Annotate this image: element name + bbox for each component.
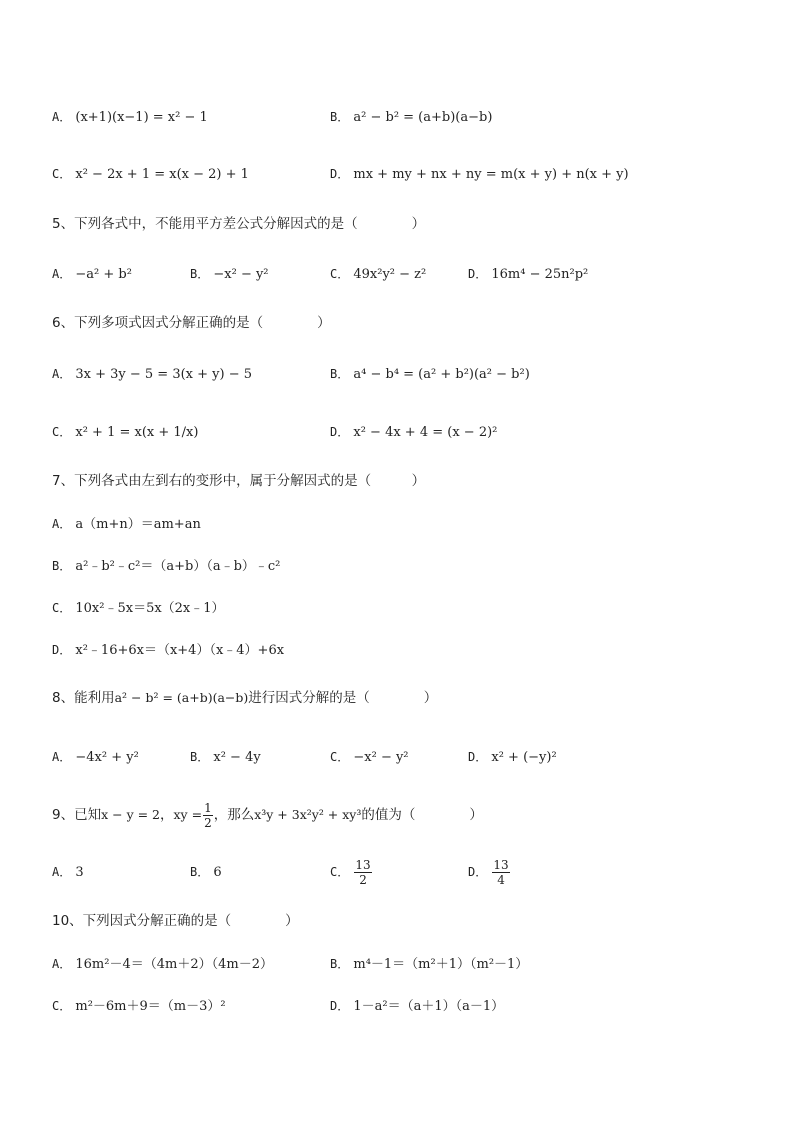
- q8-stem: 8、能利用a² − b² = (a+b)(a−b)进行因式分解的是（ ）: [52, 690, 438, 706]
- q4-option-b-expr: a² − b² = (a+b)(a−b): [353, 110, 493, 125]
- q4-option-b: B． a² − b² = (a+b)(a−b): [330, 110, 493, 125]
- q9-cond1: x − y = 2: [101, 807, 160, 822]
- q9-option-b-expr: 6: [213, 865, 222, 880]
- q5-stem: 5、下列各式中，不能用平方差公式分解因式的是（ ）: [52, 216, 426, 232]
- q9-option-d-fraction: $\frac{13}{4}$: [493, 858, 509, 887]
- q9-stem-expr: x³y + 3x²y² + xy³: [254, 807, 362, 822]
- q5-option-d-expr: 16m⁴ − 25n²p²: [491, 267, 589, 282]
- q6-option-d-expr: x² − 4x + 4 = (x − 2)²: [353, 425, 498, 440]
- q6-option-a: A． 3x + 3y − 5 = 3(x + y) − 5: [52, 367, 253, 382]
- q9-stem: 9、已知x − y = 2，xy = $\frac{1}{2}$ ，那么x³y + 3x²y² + xy³的值为（ ）: [52, 801, 483, 830]
- q8-option-c-expr: −x² − y²: [353, 750, 409, 765]
- q4-option-c-expr: x² − 2x + 1 = x(x − 2) + 1: [75, 167, 249, 182]
- q4-option-c: C． x² − 2x + 1 = x(x − 2) + 1: [52, 167, 249, 182]
- q7-option-d-expr: x²﹣16+6x＝（x+4）（x﹣4）+6x: [75, 643, 285, 658]
- q8-option-b-expr: x² − 4y: [213, 750, 261, 765]
- q9-cond2: xy = $\frac{1}{2}$: [173, 801, 212, 830]
- q6-option-b-expr: a⁴ − b⁴ = (a² + b²)(a² − b²): [353, 367, 530, 382]
- q9-option-c-fraction: $\frac{13}{2}$: [355, 858, 371, 887]
- q10-option-c-expr: m²－6m＋9＝（m－3）²: [75, 999, 226, 1014]
- q7-option-b-expr: a²﹣b²﹣c²＝（a+b）（a﹣b）﹣c²: [75, 559, 281, 574]
- q8-option-a: A． −4x² + y²: [52, 750, 139, 765]
- q7-option-c: C． 10x²﹣5x＝5x（2x﹣1）: [52, 601, 225, 616]
- q10-option-b: B． m⁴－1＝（m²＋1）（m²－1）: [330, 957, 529, 972]
- q7-option-a: A． a（m+n）＝am+an: [52, 517, 201, 532]
- q9-option-a: A． 3: [52, 865, 84, 880]
- q8-option-b: B． x² − 4y: [190, 750, 261, 765]
- q7-stem: 7、下列各式由左到右的变形中，属于分解因式的是（ ）: [52, 473, 426, 489]
- q6-option-a-expr: 3x + 3y − 5 = 3(x + y) − 5: [75, 367, 253, 382]
- q5-option-a: A． −a² + b²: [52, 267, 132, 282]
- q4-option-a: A． (x+1)(x−1) = x² − 1: [52, 110, 208, 125]
- q4-option-d: D． mx + my + nx + ny = m(x + y) + n(x + y): [330, 167, 629, 182]
- q10-option-b-expr: m⁴－1＝（m²＋1）（m²－1）: [353, 957, 529, 972]
- q9-option-b: B． 6: [190, 865, 222, 880]
- q8-stem-expr: a² − b² = (a+b)(a−b): [114, 690, 249, 705]
- q10-option-a: A． 16m²－4＝（4m＋2）（4m－2）: [52, 957, 273, 972]
- q9-cond2-fraction: $\frac{1}{2}$: [204, 801, 212, 830]
- q10-option-d: D． 1－a²＝（a＋1）（a－1）: [330, 999, 505, 1014]
- q7-option-c-expr: 10x²﹣5x＝5x（2x﹣1）: [75, 601, 225, 616]
- q4-option-a-expr: (x+1)(x−1) = x² − 1: [75, 110, 208, 125]
- q7-option-b: B． a²﹣b²﹣c²＝（a+b）（a﹣b）﹣c²: [52, 559, 281, 574]
- q5-option-b: B． −x² − y²: [190, 267, 269, 282]
- q5-option-c: C． 49x²y² − z²: [330, 267, 427, 282]
- q5-option-a-expr: −a² + b²: [75, 267, 132, 282]
- q9-option-d: D． $\frac{13}{4}$: [468, 858, 509, 887]
- q10-option-d-expr: 1－a²＝（a＋1）（a－1）: [353, 999, 505, 1014]
- q5-option-b-expr: −x² − y²: [213, 267, 269, 282]
- q8-option-d: D． x² + (−y)²: [468, 750, 557, 765]
- q6-option-d: D． x² − 4x + 4 = (x − 2)²: [330, 425, 498, 440]
- q9-option-c: C． $\frac{13}{2}$: [330, 858, 371, 887]
- q7-option-d: D． x²﹣16+6x＝（x+4）（x﹣4）+6x: [52, 643, 285, 658]
- q9-option-a-expr: 3: [75, 865, 84, 880]
- q7-option-a-expr: a（m+n）＝am+an: [75, 517, 201, 532]
- q8-option-d-expr: x² + (−y)²: [491, 750, 557, 765]
- q6-option-c-expr: x² + 1 = x(x + 1/x): [75, 425, 199, 440]
- q6-stem: 6、下列多项式因式分解正确的是（ ）: [52, 315, 331, 331]
- q8-option-a-expr: −4x² + y²: [75, 750, 139, 765]
- q8-option-c: C． −x² − y²: [330, 750, 409, 765]
- q6-option-b: B． a⁴ − b⁴ = (a² + b²)(a² − b²): [330, 367, 530, 382]
- q5-option-d: D． 16m⁴ − 25n²p²: [468, 267, 589, 282]
- q4-option-d-expr: mx + my + nx + ny = m(x + y) + n(x + y): [353, 167, 629, 182]
- q10-stem: 10、下列因式分解正确的是（ ）: [52, 913, 299, 929]
- q10-option-a-expr: 16m²－4＝（4m＋2）（4m－2）: [75, 957, 273, 972]
- q5-option-c-expr: 49x²y² − z²: [353, 267, 427, 282]
- q6-option-c: C． x² + 1 = x(x + 1/x): [52, 425, 199, 440]
- q10-option-c: C． m²－6m＋9＝（m－3）²: [52, 999, 226, 1014]
